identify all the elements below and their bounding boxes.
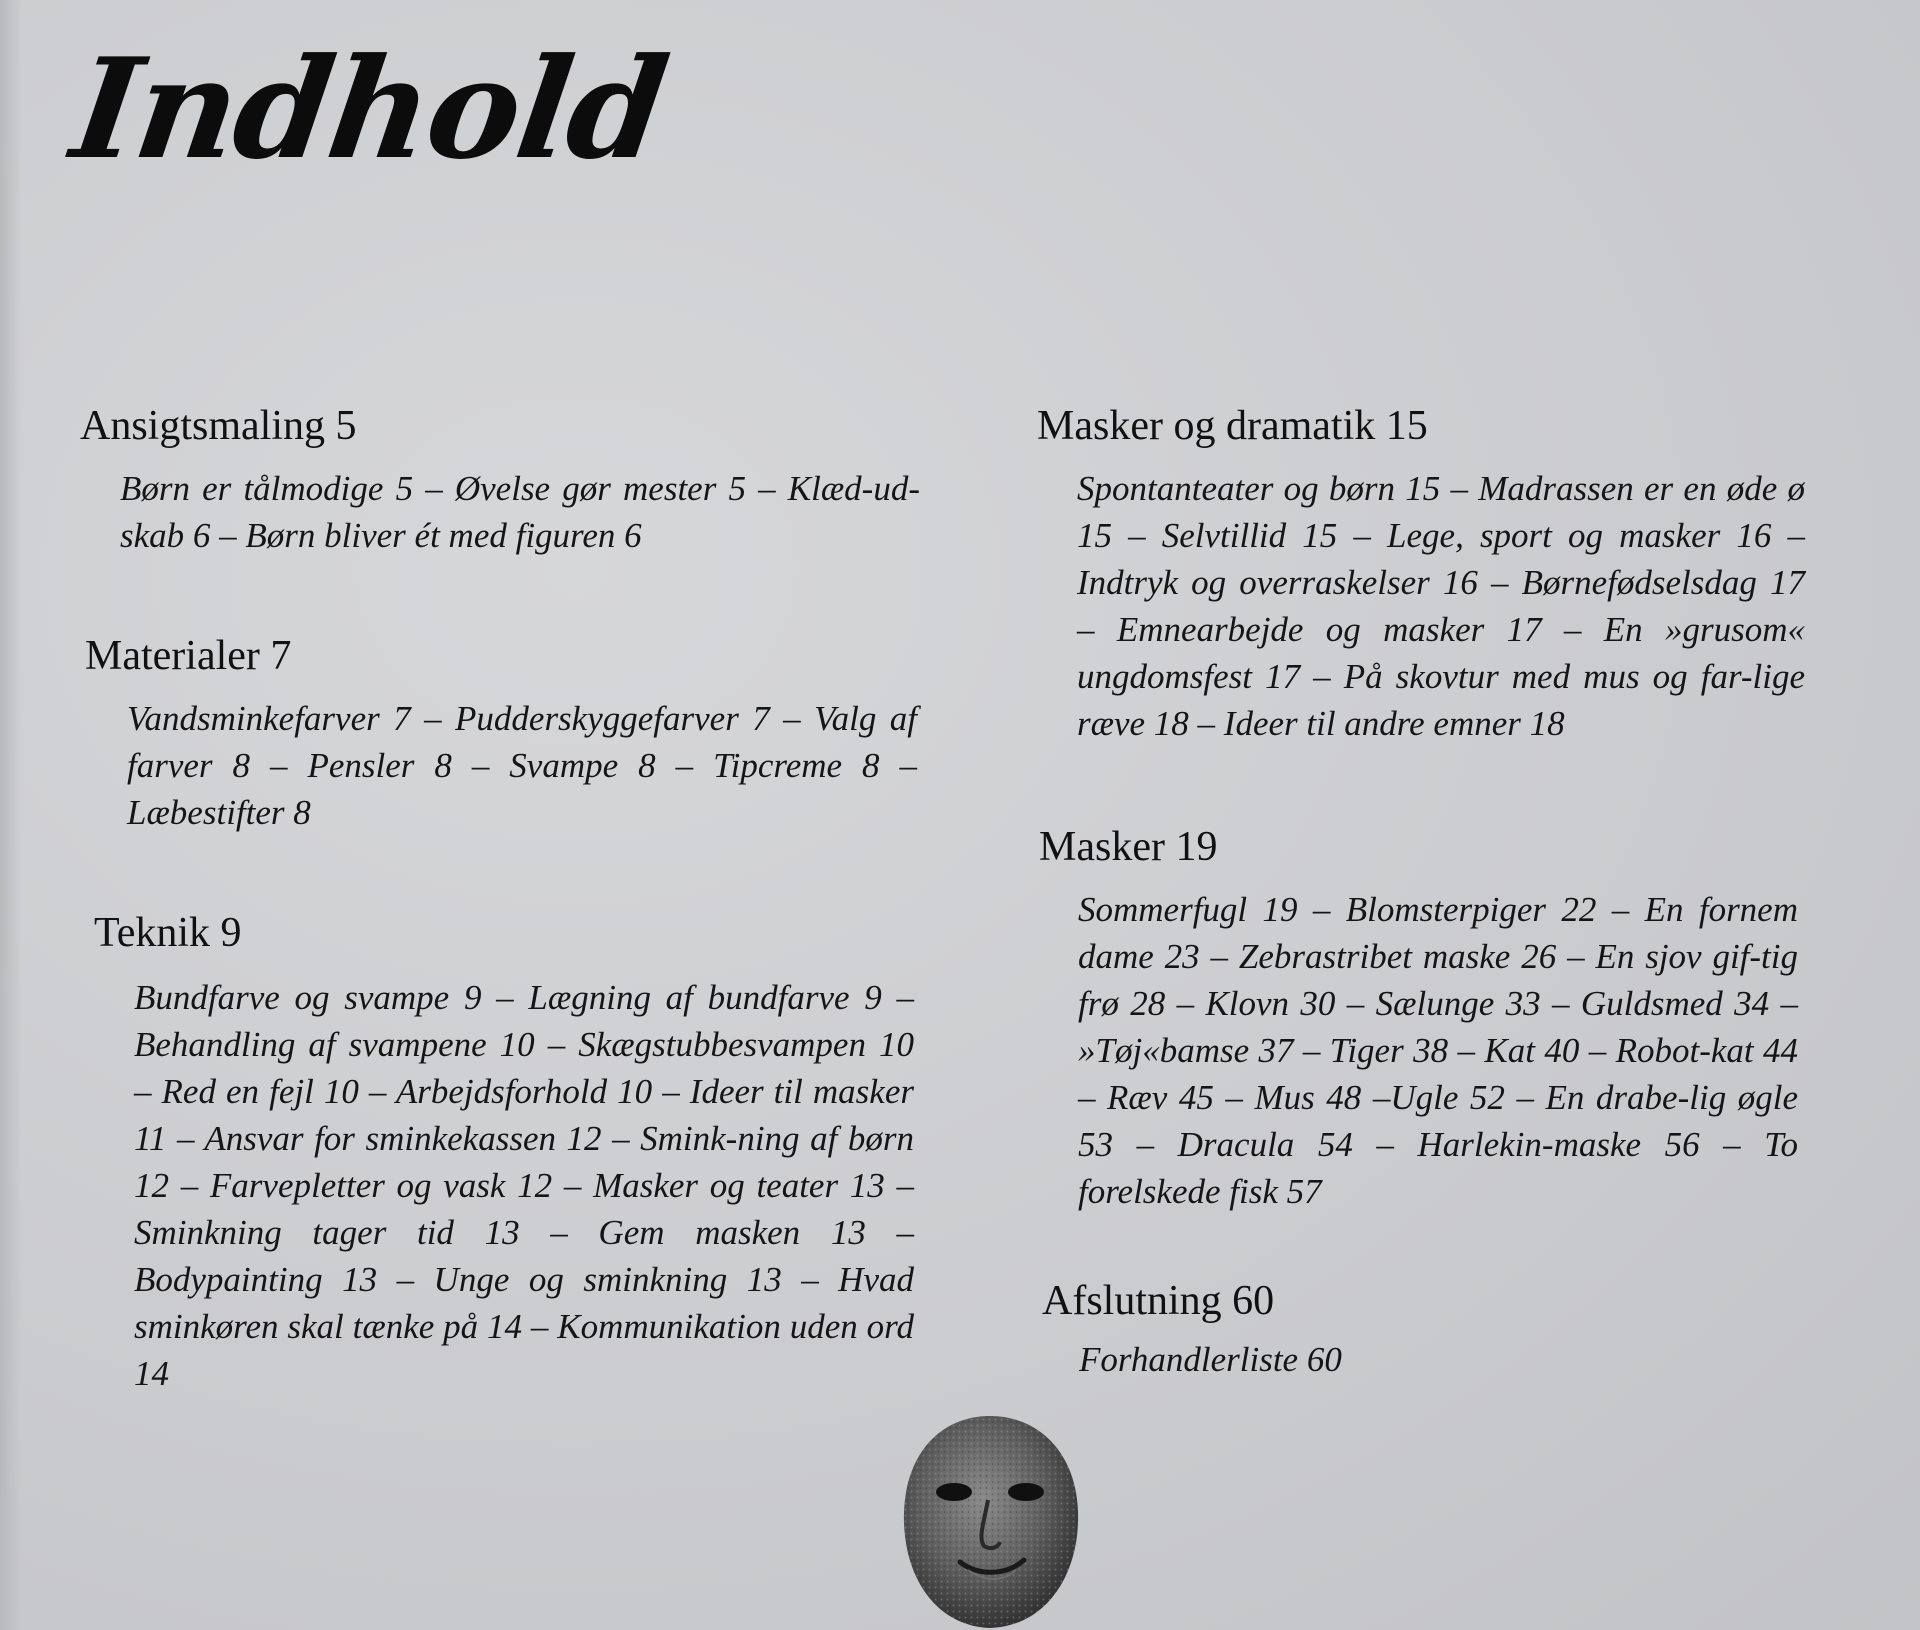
toc-section-entries: Vandsminkefarver 7 – Pudderskyggefarver 7 – Valg af farver 8 – Pensler 8 – Svampe 8 – Tipcreme 8 – Læbestifter 8 xyxy=(127,699,917,832)
toc-section-masker-og-dramatik xyxy=(1037,405,1817,747)
toc-section-afslutning xyxy=(1042,1280,1822,1383)
toc-section-masker xyxy=(1039,826,1819,1215)
toc-section-entries: Bundfarve og svampe 9 – Lægning af bundfarve 9 – Behandling af svampene 10 – Skægstubbesvampen 10 – Red en fejl 10 – Arbejdsforhold 10 – Ideer til masker 11 – Ansvar for sminkekassen 12 – Smink-ning af børn 12 – Farvepletter og vask 12 – Masker og teater 13 – Sminkning tager tid 13 – Gem masken 13 – Bodypainting 13 – Unge og sminkning 13 – Hvad sminkøren skal tænke på 14 – Kommunikation uden ord 14 xyxy=(134,978,914,1393)
toc-section-materialer xyxy=(85,635,925,836)
toc-section-entries: Spontanteater og børn 15 – Madrassen er en øde ø 15 – Selvtillid 15 – Lege, sport og masker 16 – Indtryk og overraskelser 16 – Børnefødselsdag 17 – Emnearbejde og masker 17 – En »grusom« ungdomsfest 17 – På skovtur med mus og far-lige ræve 18 – Ideer til andre emner 18 xyxy=(1077,469,1805,743)
toc-section-teknik xyxy=(94,912,934,1397)
toc-section-heading: Afslutning 60 xyxy=(1042,1278,1275,1324)
page-edge-shadow xyxy=(0,0,22,1630)
toc-section-ansigtsmaling xyxy=(80,405,920,559)
page-title: Indhold xyxy=(63,27,676,190)
toc-section-heading: Teknik 9 xyxy=(94,910,242,956)
toc-section-entries: Forhandlerliste 60 xyxy=(1079,1340,1342,1379)
toc-section-entries: Børn er tålmodige 5 – Øvelse gør mester 5 – Klæd-ud-skab 6 – Børn bliver ét med figuren 6 xyxy=(120,469,920,555)
toc-section-heading: Masker 19 xyxy=(1039,824,1218,870)
toc-section-heading: Ansigtsmaling 5 xyxy=(80,403,357,449)
toc-section-heading: Masker og dramatik 15 xyxy=(1037,403,1428,449)
toc-section-heading: Materialer 7 xyxy=(85,633,292,679)
toc-section-entries: Sommerfugl 19 – Blomsterpiger 22 – En fornem dame 23 – Zebrastribet maske 26 – En sjov gif-tig frø 28 – Klovn 30 – Sælunge 33 – Guldsmed 34 – »Tøj«bamse 37 – Tiger 38 – Kat 40 – Robot-kat 44 – Ræv 45 – Mus 48 –Ugle 52 – En drabe-lig øgle 53 – Dracula 54 – Harlekin-maske 56 – To forelskede fisk 57 xyxy=(1078,890,1798,1211)
stone-mask-icon xyxy=(898,1412,1083,1630)
